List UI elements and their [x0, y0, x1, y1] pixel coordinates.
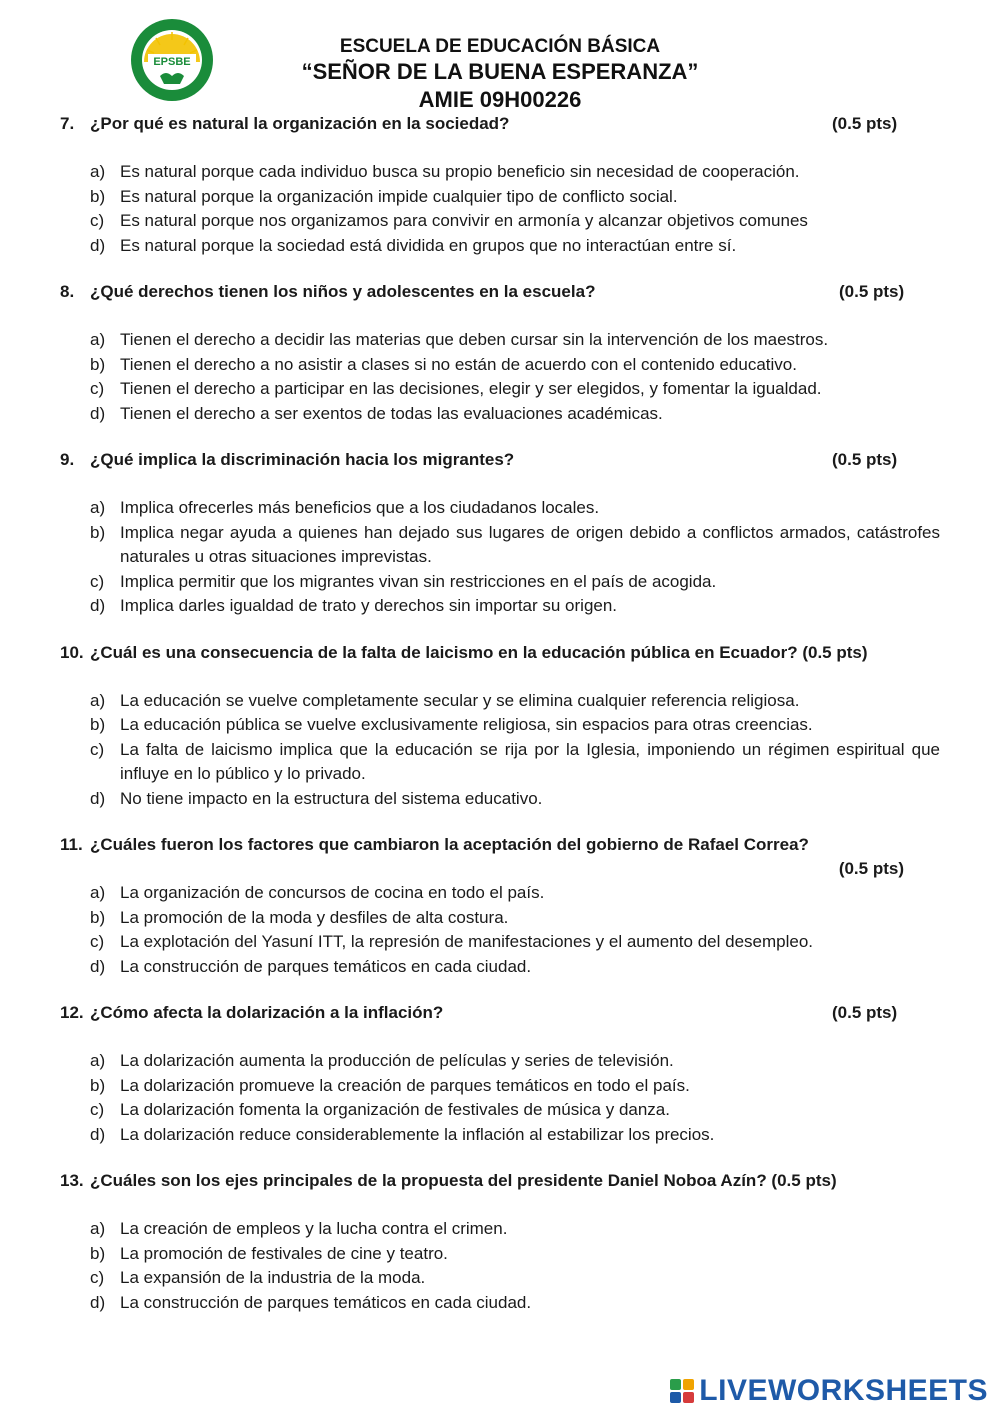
options-list [60, 1049, 940, 1147]
answer-option[interactable]: a) La creación de empleos y la lucha contra el crimen. [90, 1219, 508, 1238]
question-text: ¿Cuál es una consecuencia de la falta de laicismo en la educación pública en Ecuador? (0.5 pts) [90, 642, 868, 662]
question-points: (0.5 pts) [832, 114, 898, 133]
question-block [60, 448, 940, 619]
answer-option[interactable]: c) Tienen el derecho a participar en las decisiones, elegir y ser elegidos, y fomentar la igualdad. [90, 379, 822, 398]
question-heading: 12. ¿Cómo afecta la dolarización a la inflación? (0.5 pts) [60, 1001, 940, 1025]
options-list [60, 496, 940, 619]
answer-option[interactable]: c) Es natural porque nos organizamos para convivir en armonía y alcanzar objetivos comunes [90, 211, 808, 230]
school-name: “SEÑOR DE LA BUENA ESPERANZA” [301, 59, 699, 84]
answer-option[interactable]: d) No tiene impacto en la estructura del sistema educativo. [90, 788, 543, 808]
answer-option[interactable]: a) La dolarización aumenta la producción de películas y series de televisión. [90, 1051, 674, 1070]
svg-text:EPSBE: EPSBE [153, 56, 191, 68]
question-block [60, 641, 940, 812]
questions-section [60, 112, 940, 1337]
answer-option[interactable]: c) La explotación del Yasuní ITT, la represión de manifestaciones y el aumento del desempleo. [90, 932, 814, 951]
options-list [60, 689, 940, 812]
answer-option[interactable]: d) La construcción de parques temáticos en cada ciudad. [90, 1292, 532, 1312]
question-points: (0.5 pts) [832, 450, 898, 469]
question-block [60, 833, 940, 979]
liveworksheets-wordmark: LIVEWORKSHEETS [699, 1374, 988, 1407]
answer-option[interactable]: b) La educación pública se vuelve exclusivamente religiosa, sin espacios para otras creencias. [90, 715, 813, 734]
answer-option[interactable]: c) Implica permitir que los migrantes vivan sin restricciones en el país de acogida. [90, 571, 717, 591]
answer-option[interactable]: d) Tienen el derecho a ser exentos de todas las evaluaciones académicas. [90, 403, 663, 423]
options-list [60, 160, 940, 258]
question-heading: 10. ¿Cuál es una consecuencia de la falta de laicismo en la educación pública en Ecuador? (0.5 pts) [60, 642, 868, 662]
question-heading: 9. ¿Qué implica la discriminación hacia los migrantes? (0.5 pts) [60, 448, 940, 472]
answer-option[interactable]: a) Tienen el derecho a decidir las materias que deben cursar sin la intervención de los maestros. [90, 330, 829, 349]
answer-option[interactable]: b) La dolarización promueve la creación de parques temáticos en todo el país. [90, 1075, 690, 1095]
question-heading: 7. ¿Por qué es natural la organización en la sociedad? (0.5 pts) [60, 112, 940, 136]
answer-option[interactable]: d) Es natural porque la sociedad está dividida en grupos que no interactúan entre sí. [90, 235, 737, 255]
options-list [60, 881, 940, 979]
question-block [60, 112, 940, 258]
school-type: ESCUELA DE EDUCACIÓN BÁSICA [339, 36, 661, 57]
answer-option[interactable]: a) Es natural porque cada individuo busca su propio beneficio sin necesidad de cooperación. [90, 162, 800, 181]
question-heading: 13. ¿Cuáles son los ejes principales de la propuesta del presidente Daniel Noboa Azín? (0.5 pts) [60, 1171, 837, 1190]
answer-option[interactable]: c) La expansión de la industria de la moda. [90, 1268, 426, 1287]
question-text: ¿Por qué es natural la organización en la sociedad? [90, 114, 510, 133]
options-list [60, 1217, 940, 1315]
question-text: ¿Cuáles son los ejes principales de la propuesta del presidente Daniel Noboa Azín? (0.5 pts) [90, 1171, 837, 1190]
answer-option[interactable]: d) La dolarización reduce considerablemente la inflación al estabilizar los precios. [90, 1124, 715, 1144]
answer-option[interactable]: c) La falta de laicismo implica que la educación se rija por la Iglesia, imponiendo un régimen espiritual que influye en lo público y lo privado. [90, 739, 940, 783]
question-text: ¿Cómo afecta la dolarización a la inflación? [90, 1003, 444, 1022]
question-points: (0.5 pts) [832, 1003, 898, 1022]
question-text: ¿Cuáles fueron los factores que cambiaron la aceptación del gobierno de Rafael Correa? [90, 835, 809, 854]
liveworksheets-logo-icon [669, 1378, 695, 1404]
question-heading: 8. ¿Qué derechos tienen los niños y adolescentes en la escuela? (0.5 pts) [60, 280, 940, 304]
answer-option[interactable]: a) La educación se vuelve completamente secular y se elimina cualquier referencia religiosa. [90, 690, 800, 710]
answer-option[interactable]: c) La dolarización fomenta la organización de festivales de música y danza. [90, 1100, 670, 1119]
school-amie: AMIE 09H00226 [418, 87, 582, 112]
answer-option[interactable]: b) Tienen el derecho a no asistir a clases si no están de acuerdo con el contenido educativo. [90, 354, 797, 374]
answer-option[interactable]: a) La organización de concursos de cocina en todo el país. [90, 883, 545, 902]
question-block [60, 1169, 940, 1315]
options-list [60, 328, 940, 426]
question-block [60, 1001, 940, 1147]
question-points: (0.5 pts) [839, 282, 905, 301]
question-text: ¿Qué derechos tienen los niños y adolescentes en la escuela? [90, 282, 596, 301]
question-points: (0.5 pts) [838, 859, 904, 878]
answer-option[interactable]: a) Implica ofrecerles más beneficios que a los ciudadanos locales. [90, 498, 600, 517]
answer-option[interactable]: d) Implica darles igualdad de trato y derechos sin importar su origen. [90, 596, 618, 615]
question-heading: 11. ¿Cuáles fueron los factores que cambiaron la aceptación del gobierno de Rafael Correa? (0.5 pts) [60, 833, 940, 881]
answer-option[interactable]: b) La promoción de la moda y desfiles de alta costura. [90, 907, 509, 927]
school-header [250, 36, 750, 114]
liveworksheets-brand[interactable] [669, 1374, 988, 1408]
answer-option[interactable]: b) La promoción de festivales de cine y teatro. [90, 1243, 448, 1263]
answer-option[interactable]: b) Implica negar ayuda a quienes han dejado sus lugares de origen debido a conflictos armados, catástrofes naturales u otras situaciones imprevistas. [90, 522, 940, 566]
answer-option[interactable]: b) Es natural porque la organización impide cualquier tipo de conflicto social. [90, 186, 678, 206]
school-logo [130, 18, 214, 102]
question-block [60, 280, 940, 426]
question-text: ¿Qué implica la discriminación hacia los migrantes? [90, 450, 515, 469]
answer-option[interactable]: d) La construcción de parques temáticos en cada ciudad. [90, 956, 532, 976]
